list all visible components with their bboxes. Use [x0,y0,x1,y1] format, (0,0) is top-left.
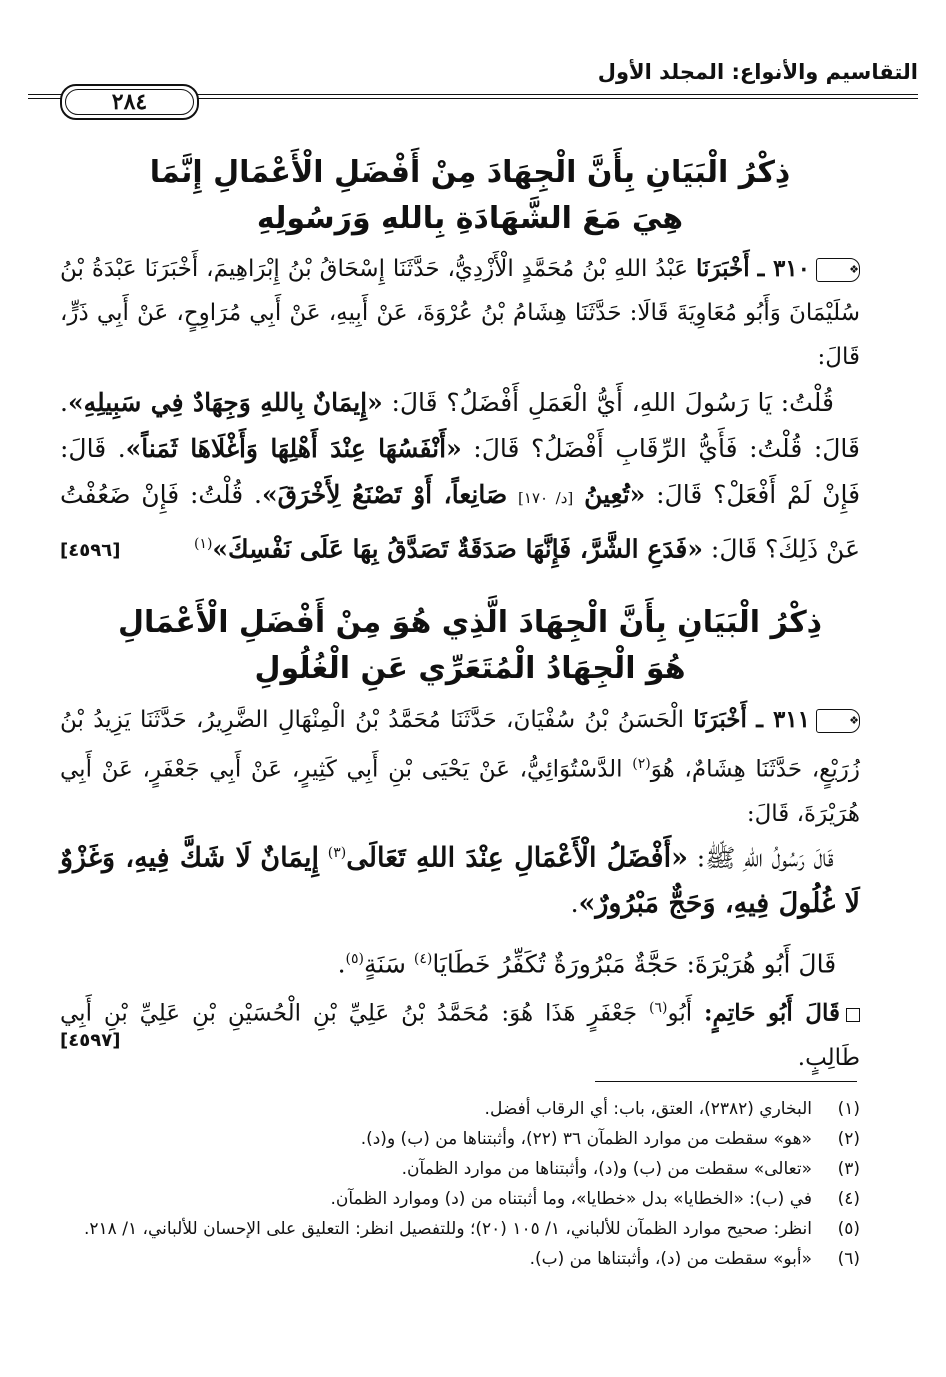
footnote-ref-2: (٢) [632,756,651,772]
header-rule-2 [228,98,918,99]
footnote-number: (٦) [837,1249,860,1269]
footnote-text: انظر: صحيح موارد الظمآن للألباني، ١/ ١٠٥ (٢٠)؛ وللتفصيل انظر: التعليق على الإحسان للألباني، ١/ ٢١٨. [83,1219,812,1239]
hadith-310-isnad-intro: أَخْبَرَنَا [695,255,750,282]
footnote-ref-5: (٥) [345,951,365,967]
footnote-number: (٥) [837,1219,860,1239]
page-number: ٢٨٤ [60,84,199,120]
matn-311-intro: قَالَ رَسُولُ اللهِ ﷺ: [696,843,834,873]
matn-310-quote-4: «فَدَعِ الشَّرَّ، فَإِنَّهَا صَدَقَةٌ تَصَدَّقُ بِهَا عَلَى نَفْسِكَ» [212,534,703,564]
footnote-text: «أبو» سقطت من (د)، وأثبتناها من (ب). [529,1249,812,1269]
section-1-heading-line-1: ذِكْرُ الْبَيَانِ بِأَنَّ الْجِهَادَ مِنْ أَفْضَلِ الْأَعْمَالِ إِنَّمَا [149,155,791,190]
matn-311-end: . [570,889,579,919]
abu-hatim-note [60,986,860,1080]
hadith-311-number: ٣١١ ـ [756,706,811,733]
hadith-310-matn [60,380,860,572]
section-2-heading-line-2: هُوَ الْجِهَادُ الْمُتَعَرِّي عَنِ الْغُلُولِ [254,651,686,686]
hadith-310-reference: [٤٥٩٦] [60,540,121,561]
hadith-311-isnad-text-a: الْحَسَنُ بْنُ سُفْيَانَ، حَدَّثَنَا مُحَمَّدُ بْنُ الْمِنْهَالِ الضَّرِيرُ، حَدَّثَنَا يَزِيدُ بْنُ زُرَيْعٍ، حَدَّثَنَا هِشَامٌ، هُوَ [60,707,861,783]
matn-310-quote-3a: «تُعِينُ [584,480,646,509]
matn-310-quote-3b: صَانِعاً، أَوْ تَصْنَعُ لِأَخْرَقَ» [261,480,508,509]
hadith-310-number: ٣١٠ ـ [757,255,810,282]
hadith-310-isnad [60,247,860,379]
matn-310-part-3: . قَالَ: فَإِنْ لَمْ أَفْعَلْ؟ قَالَ: [60,434,861,509]
hadith-310-isnad-text: عَبْدُ اللهِ بْنُ مُحَمَّدٍ الْأَزْدِيُّ، حَدَّثَنَا إِسْحَاقُ بْنُ إِبْرَاهِيمَ، أَخْبَرَنَا عَبْدَةُ بْنُ سُلَيْمَانَ وَأَبُو مُعَاوِيَةَ قَالَا: حَدَّثَنَا هِشَامُ بْنُ عُرْوَةَ، عَنْ أَبِيهِ، عَنْ أَبِي مُرَاوِحٍ، عَنْ أَبِي ذَرٍّ، قَالَ: [60,256,860,370]
matn-310-part-2: . قَالَ: قُلْتُ: فَأَيُّ الرِّقَابِ أَفْضَلُ؟ قَالَ: [60,388,860,463]
matn-311-quote-2: إِيمَانٌ لَا شَكَّ فِيهِ، وَغَزْوٌ لَا غُلُولَ فِيهِ، وَحَجٌّ مَبْرُورٌ» [60,842,860,920]
running-title: التقاسيم والأنواع: المجلد الأول [597,60,918,84]
footnote-5 [60,1214,860,1244]
hadith-311-reference: [٤٥٩٧] [60,1030,121,1051]
footnote-6 [60,1244,860,1274]
hadith-311-isnad [60,698,860,836]
footnote-number: (٢) [837,1129,860,1149]
abu-hurayra-remark [60,936,860,987]
footnote-number: (١) [837,1099,860,1119]
hadith-marker-icon: ❖ [816,709,860,733]
abu-hurayra-text-b: سَنَةٍ [364,949,406,979]
abu-hatim-text-a: أَبُو [667,1000,693,1027]
page-number-frame [28,84,228,120]
abu-hatim-text-b: جَعْفَرٍ هَذَا هُوَ: مُحَمَّدُ بْنُ عَلِيِّ بْنِ الْحُسَيْنِ بْنِ عَلِيِّ بْنِ أَبِي طَالِبٍ. [60,1000,860,1071]
header-rule [228,94,918,95]
hadith-marker-icon: ❖ [816,258,860,282]
footnote-text: البخاري (٢٣٨٢)، العتق، باب: أي الرقاب أفضل. [484,1099,812,1119]
abu-hatim-label: قَالَ أَبُو حَاتِمٍ: [704,999,841,1027]
matn-311-quote-1: «أَفْضَلُ الْأَعْمَالِ عِنْدَ اللهِ تَعَالَى [346,842,688,874]
abu-hurayra-end: . [337,949,346,979]
hadith-311-matn [60,830,860,927]
footnote-text: في (ب): «الخطايا» بدل «خطايا»، وما أثبتناه من (د) وموارد الظمآن. [330,1189,812,1209]
section-2-heading-line-1: ذِكْرُ الْبَيَانِ بِأَنَّ الْجِهَادَ الَّذِي هُوَ مِنْ أَفْضَلِ الْأَعْمَالِ [117,605,823,640]
footnote-4 [60,1184,860,1214]
footnote-text: «تعالى» سقطت من (ب) و(د)، وأثبتناها من موارد الظمآن. [401,1159,812,1179]
hadith-311-isnad-intro: أَخْبَرَنَا [693,706,747,733]
footnote-3 [60,1154,860,1184]
footnote-ref-3: (٣) [327,845,347,861]
matn-310-manuscript-ref: [د/ ١٧٠] [518,489,574,507]
hadith-311-isnad-text-b: الدَّسْتُوَائِيُّ، عَنْ يَحْيَى بْنِ أَبِي كَثِيرٍ، عَنْ أَبِي جَعْفَرٍ، عَنْ أَبِي هُرَيْرَةَ، قَالَ: [60,756,860,827]
abu-hurayra-text-a: قَالَ أَبُو هُرَيْرَةَ: حَجَّةٌ مَبْرُورَةٌ تُكَفِّرُ خَطَايَا [432,949,837,979]
footnote-number: (٣) [837,1159,860,1179]
matn-310-quote-1: «إِيمَانٌ بِاللهِ وَجِهَادٌ فِي سَبِيلِهِ» [67,388,383,417]
section-1-heading [60,150,880,242]
footnotes [60,1094,860,1274]
footnote-text: «هو» سقطت من موارد الظمآن ٣٦ (٢٢)، وأثبتناها من (ب) و(د). [360,1129,812,1149]
footnote-ref-4: (٤) [413,951,433,967]
footnote-ref-1: (١) [193,536,213,552]
square-bullet-icon [846,1008,860,1022]
section-1-heading-line-2: هِيَ مَعَ الشَّهَادَةِ بِاللهِ وَرَسُولِهِ [256,201,684,236]
footnote-ref-6: (٦) [648,1000,668,1016]
matn-310-part-4: . قُلْتُ: فَإِنْ ضَعُفْتُ عَنْ ذَلِكَ؟ قَالَ: [60,480,860,564]
footnote-number: (٤) [837,1189,860,1209]
footnote-2 [60,1124,860,1154]
matn-310-part-1: قُلْتُ: يَا رَسُولَ اللهِ، أَيُّ الْعَمَلِ أَفْضَلُ؟ قَالَ: [391,388,834,417]
section-2-heading [60,600,880,692]
matn-310-quote-2: «أَنْفَسُهَا عِنْدَ أَهْلِهَا وَأَغْلَاهَا ثَمَناً» [125,434,462,463]
footnote-separator [595,1081,857,1082]
page-header [28,54,918,124]
footnote-1 [60,1094,860,1124]
